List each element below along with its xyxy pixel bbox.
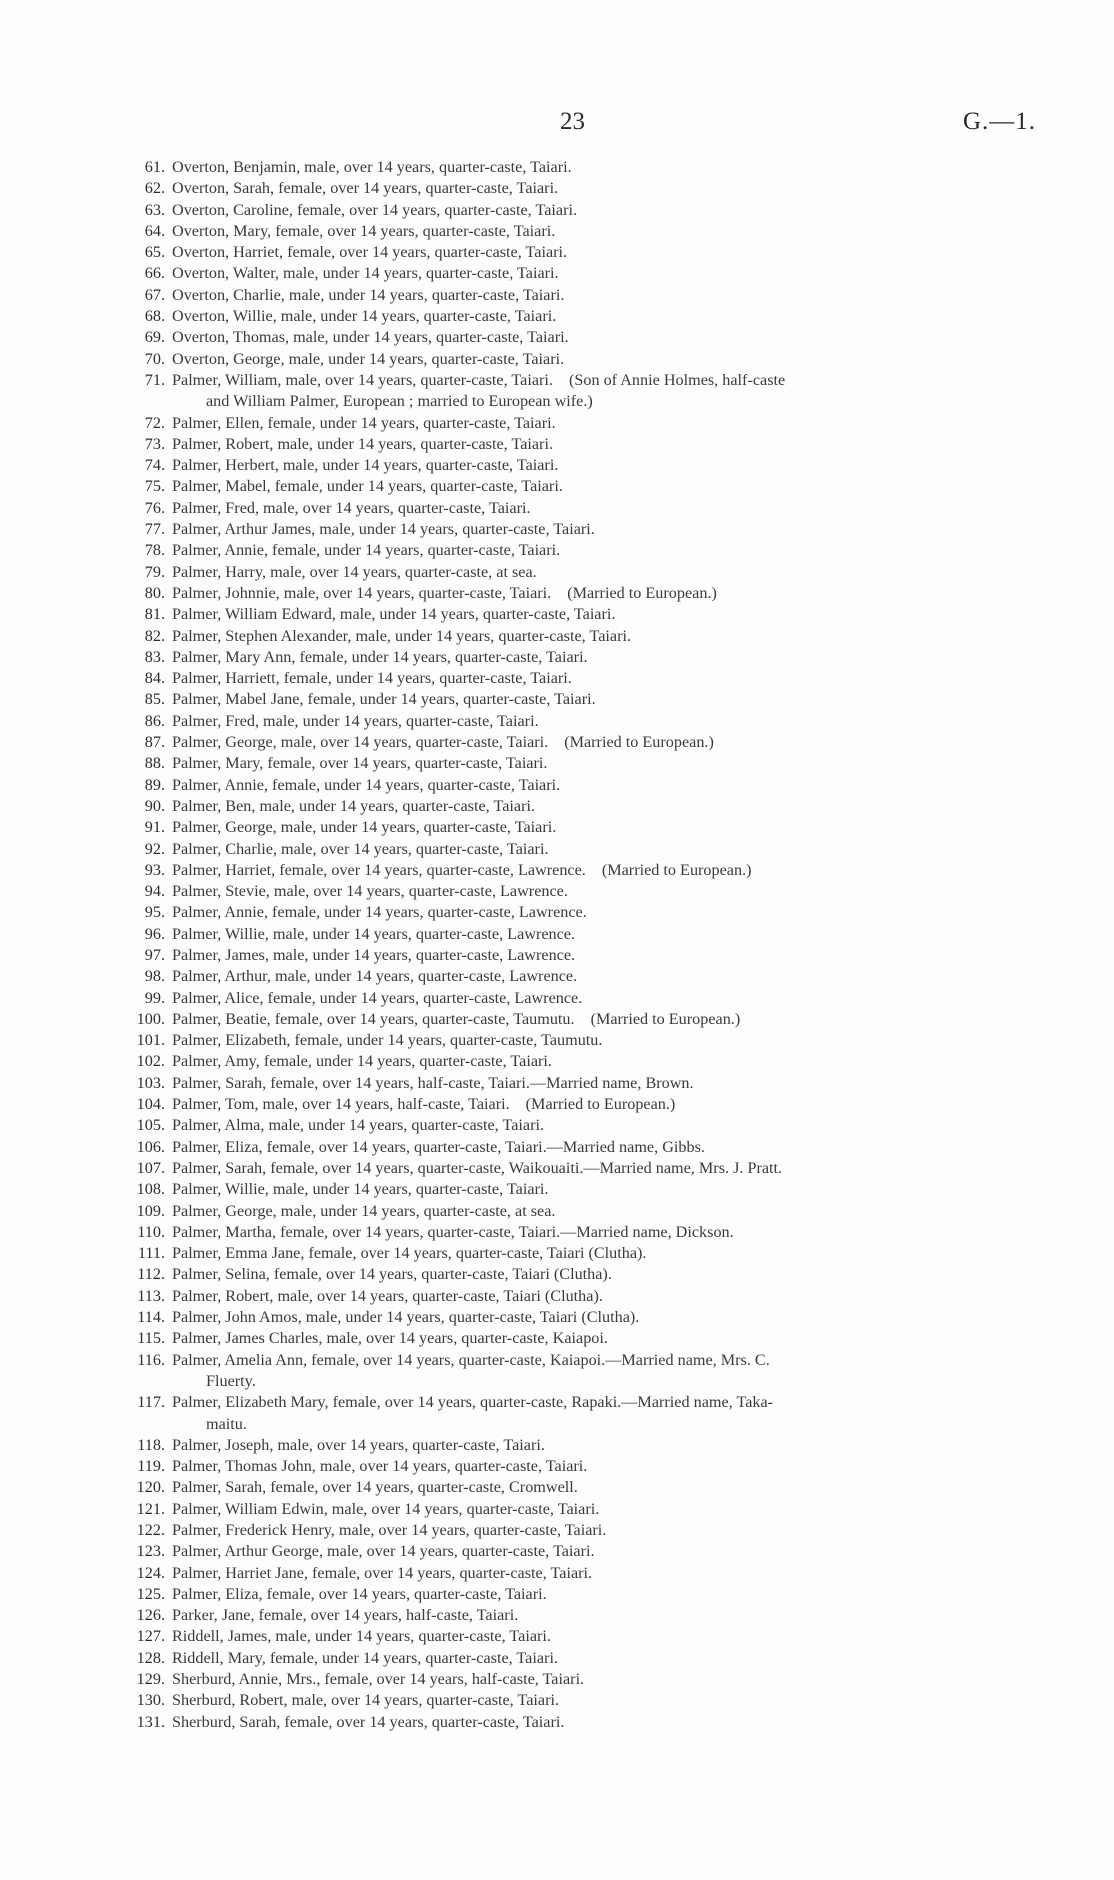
entry-text: Palmer, James, male, under 14 years, quarter-caste, Lawrence. <box>172 945 576 964</box>
entry-number: 115. <box>137 1329 165 1348</box>
entry-text: Overton, Harriet, female, over 14 years, quarter-caste, Taiari. <box>172 243 568 262</box>
entry-number: 90. <box>144 796 165 815</box>
list-item <box>0 1328 1114 1349</box>
entry-number: 87. <box>144 733 165 752</box>
entry-number: 82. <box>144 626 165 645</box>
entry-number: 127. <box>136 1627 165 1646</box>
list-item <box>0 476 1114 497</box>
entry-text: Palmer, Ellen, female, under 14 years, quarter-caste, Taiari. <box>172 413 556 432</box>
entry-text: Palmer, George, male, over 14 years, quarter-caste, Taiari. <box>172 733 549 752</box>
entry-number: 107. <box>136 1158 165 1177</box>
entry-number: 80. <box>144 583 165 602</box>
list-item <box>0 1350 1114 1393</box>
entry-number: 101. <box>136 1031 165 1050</box>
entry-number: 126. <box>136 1606 165 1625</box>
entry-text: Palmer, Sarah, female, over 14 years, quarter-caste, Cromwell. <box>172 1478 578 1497</box>
entry-number: 114. <box>137 1308 165 1327</box>
list-item <box>0 1264 1114 1285</box>
entry-text: Palmer, Selina, female, over 14 years, quarter-caste, Taiari (Clutha). <box>172 1265 612 1284</box>
entry-number: 69. <box>144 328 165 347</box>
entry-text: Palmer, Sarah, female, over 14 years, half-caste, Taiari.—Married name, Brown. <box>172 1073 694 1092</box>
entry-number: 122. <box>136 1521 165 1539</box>
entry-text: Palmer, William Edward, male, under 14 years, quarter-caste, Taiari. <box>172 605 616 624</box>
list-item <box>0 157 1114 178</box>
entry-number: 105. <box>136 1116 165 1135</box>
entry-text: Palmer, Eliza, female, over 14 years, quarter-caste, Taiari.—Married name, Gibbs. <box>172 1137 705 1156</box>
list-item <box>0 924 1114 945</box>
entry-number: 125. <box>136 1584 165 1603</box>
register-list <box>0 157 1114 1733</box>
entry-number: 116. <box>137 1350 165 1369</box>
entry-number: 99. <box>144 988 165 1007</box>
list-item <box>0 689 1114 710</box>
list-item <box>0 178 1114 199</box>
entry-number: 64. <box>144 221 165 240</box>
list-item <box>0 860 1114 881</box>
entry-number: 83. <box>144 647 165 666</box>
entry-text: Palmer, Amelia Ann, female, over 14 years, quarter-caste, Kaiapoi.—Married name, Mrs. C. <box>172 1350 770 1369</box>
entry-continuation: maitu. <box>206 1414 247 1433</box>
entry-number: 129. <box>136 1670 165 1689</box>
entry-number: 113. <box>137 1286 165 1305</box>
entry-text: Palmer, Emma Jane, female, over 14 years, quarter-caste, Taiari (Clutha). <box>172 1244 647 1263</box>
entry-number: 62. <box>144 179 165 198</box>
entry-number: 88. <box>144 754 165 773</box>
list-item <box>0 1094 1114 1115</box>
entry-text: Overton, Mary, female, over 14 years, quarter-caste, Taiari. <box>172 221 556 240</box>
list-item <box>0 966 1114 987</box>
entry-number: 97. <box>144 945 165 964</box>
list-item <box>0 200 1114 221</box>
list-item <box>0 413 1114 434</box>
list-item <box>0 647 1114 668</box>
list-item <box>0 327 1114 348</box>
list-item <box>0 1158 1114 1179</box>
entry-number: 95. <box>144 903 165 922</box>
entry-text: Palmer, George, male, under 14 years, quarter-caste, Taiari. <box>172 818 557 837</box>
list-item <box>0 1137 1114 1158</box>
list-item <box>0 562 1114 583</box>
entry-text: Palmer, Thomas John, male, over 14 years, quarter-caste, Taiari. <box>172 1457 588 1476</box>
list-item <box>0 285 1114 306</box>
list-item <box>0 1563 1114 1584</box>
list-item <box>0 775 1114 796</box>
page-header <box>0 108 1114 142</box>
list-item <box>0 540 1114 561</box>
list-item <box>0 498 1114 519</box>
entry-note: (Married to European.) <box>590 1009 741 1028</box>
list-item <box>0 583 1114 604</box>
list-item <box>0 1201 1114 1222</box>
entry-text: Palmer, Martha, female, over 14 years, quarter-caste, Taiari.—Married name, Dickson. <box>172 1222 734 1241</box>
entry-note: (Son of Annie Holmes, half-caste <box>568 370 786 389</box>
entry-number: 128. <box>136 1648 165 1667</box>
entry-number: 65. <box>144 243 165 262</box>
entry-text: Sherburd, Annie, Mrs., female, over 14 years, half-caste, Taiari. <box>172 1670 585 1689</box>
list-item <box>0 1392 1114 1435</box>
entry-number: 61. <box>144 158 165 176</box>
entry-text: Palmer, Arthur James, male, under 14 years, quarter-caste, Taiari. <box>172 520 595 539</box>
list-item <box>0 1584 1114 1605</box>
list-item <box>0 242 1114 263</box>
entry-text: Palmer, Harriet, female, over 14 years, quarter-caste, Lawrence. <box>172 860 586 879</box>
list-item <box>0 1051 1114 1072</box>
entry-text: Palmer, Elizabeth Mary, female, over 14 years, quarter-caste, Rapaki.—Married name, Taka- <box>172 1393 774 1412</box>
entry-text: Palmer, Harriett, female, under 14 years, quarter-caste, Taiari. <box>172 669 572 688</box>
list-item <box>0 349 1114 370</box>
entry-number: 86. <box>144 711 165 730</box>
entry-text: Palmer, Beatie, female, over 14 years, quarter-caste, Taumutu. <box>172 1009 575 1028</box>
list-item <box>0 1499 1114 1520</box>
entry-text: Parker, Jane, female, over 14 years, half-caste, Taiari. <box>172 1606 519 1625</box>
document-code: G.—1. <box>962 108 1036 135</box>
list-item <box>0 455 1114 476</box>
list-item <box>0 1222 1114 1243</box>
entry-number: 63. <box>144 200 165 219</box>
entry-text: Riddell, Mary, female, under 14 years, quarter-caste, Taiari. <box>172 1648 558 1667</box>
page-number: 23 <box>560 108 585 135</box>
entry-number: 108. <box>136 1180 165 1199</box>
entry-text: Palmer, Mary, female, over 14 years, quarter-caste, Taiari. <box>172 754 548 773</box>
entry-number: 120. <box>136 1478 165 1497</box>
entry-number: 118. <box>137 1435 165 1454</box>
entry-text: Palmer, George, male, under 14 years, quarter-caste, at sea. <box>172 1201 556 1220</box>
list-item <box>0 1605 1114 1626</box>
list-item <box>0 902 1114 923</box>
entry-text: Overton, Willie, male, under 14 years, quarter-caste, Taiari. <box>172 307 557 326</box>
list-item <box>0 306 1114 327</box>
entry-number: 94. <box>144 882 165 901</box>
entry-text: Palmer, Herbert, male, under 14 years, quarter-caste, Taiari. <box>172 456 559 475</box>
entry-text: Palmer, Sarah, female, over 14 years, quarter-caste, Waikouaiti.—Married name, Mrs. J. Pratt. <box>172 1158 783 1177</box>
entry-text: Palmer, Tom, male, over 14 years, half-caste, Taiari. <box>172 1095 510 1114</box>
list-item <box>0 1009 1114 1030</box>
entry-number: 131. <box>136 1712 165 1731</box>
entry-text: Palmer, Willie, male, under 14 years, quarter-caste, Lawrence. <box>172 924 576 943</box>
entry-text: Palmer, Mabel, female, under 14 years, quarter-caste, Taiari. <box>172 477 563 496</box>
entry-note: (Married to European.) <box>601 860 752 879</box>
entry-continuation: and William Palmer, European ; married to European wife.) <box>206 392 593 411</box>
entry-text: Palmer, Annie, female, under 14 years, quarter-caste, Lawrence. <box>172 903 587 922</box>
entry-number: 78. <box>144 541 165 560</box>
entry-text: Palmer, Charlie, male, over 14 years, quarter-caste, Taiari. <box>172 839 549 858</box>
list-item <box>0 1648 1114 1669</box>
list-item <box>0 988 1114 1009</box>
list-item <box>0 839 1114 860</box>
entry-text: Palmer, Fred, male, under 14 years, quarter-caste, Taiari. <box>172 711 539 730</box>
entry-note: (Married to European.) <box>567 583 717 602</box>
entry-text: Overton, Caroline, female, over 14 years, quarter-caste, Taiari. <box>172 200 578 219</box>
list-item <box>0 1179 1114 1200</box>
entry-number: 102. <box>136 1052 165 1071</box>
entry-text: Palmer, Mabel Jane, female, under 14 years, quarter-caste, Taiari. <box>172 690 596 709</box>
entry-number: 98. <box>144 967 165 986</box>
entry-text: Palmer, William Edwin, male, over 14 years, quarter-caste, Taiari. <box>172 1499 600 1518</box>
list-item <box>0 1030 1114 1051</box>
entry-text: Overton, Benjamin, male, over 14 years, quarter-caste, Taiari. <box>172 158 572 176</box>
list-item <box>0 221 1114 242</box>
entry-text: Palmer, Annie, female, under 14 years, quarter-caste, Taiari. <box>172 541 561 560</box>
entry-text: Palmer, Arthur, male, under 14 years, quarter-caste, Lawrence. <box>172 967 578 986</box>
entry-text: Palmer, William, male, over 14 years, quarter-caste, Taiari. <box>172 370 553 389</box>
entry-number: 79. <box>144 562 165 581</box>
list-item <box>0 1073 1114 1094</box>
entry-number: 67. <box>144 285 165 304</box>
list-item <box>0 668 1114 689</box>
entry-number: 74. <box>144 456 165 475</box>
entry-number: 81. <box>144 605 165 624</box>
entry-text: Palmer, Harriet Jane, female, over 14 years, quarter-caste, Taiari. <box>172 1563 593 1582</box>
entry-text: Sherburd, Sarah, female, over 14 years, quarter-caste, Taiari. <box>172 1712 565 1731</box>
list-item <box>0 1115 1114 1136</box>
entry-number: 68. <box>144 307 165 326</box>
entry-number: 72. <box>144 413 165 432</box>
entry-text: Palmer, Stevie, male, over 14 years, quarter-caste, Lawrence. <box>172 882 568 901</box>
entry-text: Palmer, Fred, male, over 14 years, quarter-caste, Taiari. <box>172 498 531 517</box>
entry-number: 85. <box>144 690 165 709</box>
list-item <box>0 817 1114 838</box>
entry-text: Palmer, Stephen Alexander, male, under 14 years, quarter-caste, Taiari. <box>172 626 632 645</box>
list-item <box>0 1243 1114 1264</box>
entry-number: 92. <box>144 839 165 858</box>
entry-number: 66. <box>144 264 165 283</box>
list-item <box>0 1456 1114 1477</box>
list-item <box>0 732 1114 753</box>
list-item <box>0 626 1114 647</box>
list-item <box>0 1435 1114 1456</box>
entry-text: Overton, George, male, under 14 years, quarter-caste, Taiari. <box>172 349 565 368</box>
entry-number: 117. <box>137 1393 165 1412</box>
list-item <box>0 1669 1114 1690</box>
list-item <box>0 1477 1114 1498</box>
list-item <box>0 1286 1114 1307</box>
entry-note: (Married to European.) <box>564 733 714 752</box>
entry-text: Palmer, Robert, male, under 14 years, quarter-caste, Taiari. <box>172 434 553 453</box>
list-item <box>0 881 1114 902</box>
entry-number: 121. <box>136 1499 165 1518</box>
entry-number: 106. <box>136 1137 165 1156</box>
entry-text: Palmer, Eliza, female, over 14 years, quarter-caste, Taiari. <box>172 1584 547 1603</box>
entry-number: 103. <box>136 1073 165 1092</box>
entry-number: 73. <box>144 434 165 453</box>
entry-number: 76. <box>144 498 165 517</box>
entry-text: Palmer, Johnnie, male, over 14 years, quarter-caste, Taiari. <box>172 583 552 602</box>
entry-note: (Married to European.) <box>525 1095 676 1114</box>
list-item <box>0 263 1114 284</box>
entry-number: 84. <box>144 669 165 688</box>
list-item <box>0 711 1114 732</box>
entry-text: Palmer, Willie, male, under 14 years, quarter-caste, Taiari. <box>172 1180 549 1199</box>
entry-number: 111. <box>137 1244 165 1263</box>
entry-number: 93. <box>144 860 165 879</box>
entry-text: Overton, Charlie, male, under 14 years, quarter-caste, Taiari. <box>172 285 565 304</box>
entry-number: 109. <box>136 1201 165 1220</box>
entry-text: Sherburd, Robert, male, over 14 years, quarter-caste, Taiari. <box>172 1691 560 1710</box>
entry-text: Palmer, Robert, male, over 14 years, quarter-caste, Taiari (Clutha). <box>172 1286 603 1305</box>
entry-text: Riddell, James, male, under 14 years, quarter-caste, Taiari. <box>172 1627 551 1646</box>
entry-text: Palmer, Harry, male, over 14 years, quarter-caste, at sea. <box>172 562 537 581</box>
entry-number: 75. <box>144 477 165 496</box>
entry-number: 91. <box>144 818 165 837</box>
entry-text: Palmer, John Amos, male, under 14 years, quarter-caste, Taiari (Clutha). <box>172 1308 640 1327</box>
entry-text: Palmer, Annie, female, under 14 years, quarter-caste, Taiari. <box>172 775 561 794</box>
entry-number: 89. <box>144 775 165 794</box>
entry-number: 130. <box>136 1691 165 1710</box>
list-item <box>0 1626 1114 1647</box>
entry-text: Palmer, Alma, male, under 14 years, quarter-caste, Taiari. <box>172 1116 545 1135</box>
list-item <box>0 1541 1114 1562</box>
entry-text: Palmer, Joseph, male, over 14 years, quarter-caste, Taiari. <box>172 1435 545 1454</box>
entry-number: 100. <box>136 1009 165 1028</box>
entry-text: Palmer, Amy, female, under 14 years, quarter-caste, Taiari. <box>172 1052 552 1071</box>
entry-text: Palmer, Frederick Henry, male, over 14 years, quarter-caste, Taiari. <box>172 1521 607 1539</box>
entry-text: Palmer, James Charles, male, over 14 years, quarter-caste, Kaiapoi. <box>172 1329 608 1348</box>
entry-text: Overton, Sarah, female, over 14 years, quarter-caste, Taiari. <box>172 179 559 198</box>
entry-text: Palmer, Alice, female, under 14 years, quarter-caste, Lawrence. <box>172 988 583 1007</box>
list-item <box>0 1712 1114 1733</box>
entry-text: Palmer, Elizabeth, female, under 14 years, quarter-caste, Taumutu. <box>172 1031 603 1050</box>
entry-text: Palmer, Ben, male, under 14 years, quarter-caste, Taiari. <box>172 796 536 815</box>
entry-text: Palmer, Arthur George, male, over 14 years, quarter-caste, Taiari. <box>172 1542 595 1561</box>
list-item <box>0 1690 1114 1711</box>
list-item <box>0 604 1114 625</box>
list-item <box>0 753 1114 774</box>
entry-number: 71. <box>144 370 165 389</box>
entry-number: 119. <box>137 1457 165 1476</box>
list-item <box>0 519 1114 540</box>
entry-number: 104. <box>136 1095 165 1114</box>
entry-text: Palmer, Mary Ann, female, under 14 years, quarter-caste, Taiari. <box>172 647 588 666</box>
entry-text: Overton, Thomas, male, under 14 years, quarter-caste, Taiari. <box>172 328 569 347</box>
entry-number: 77. <box>144 520 165 539</box>
list-item <box>0 434 1114 455</box>
list-item <box>0 945 1114 966</box>
entry-text: Overton, Walter, male, under 14 years, quarter-caste, Taiari. <box>172 264 559 283</box>
entry-number: 96. <box>144 924 165 943</box>
entry-number: 124. <box>136 1563 165 1582</box>
entry-number: 112. <box>137 1265 165 1284</box>
list-item <box>0 1307 1114 1328</box>
list-item <box>0 796 1114 817</box>
entry-number: 123. <box>136 1542 165 1561</box>
entry-number: 70. <box>144 349 165 368</box>
entry-continuation: Fluerty. <box>206 1371 256 1390</box>
list-item <box>0 1520 1114 1541</box>
entry-number: 110. <box>137 1222 165 1241</box>
list-item <box>0 370 1114 413</box>
